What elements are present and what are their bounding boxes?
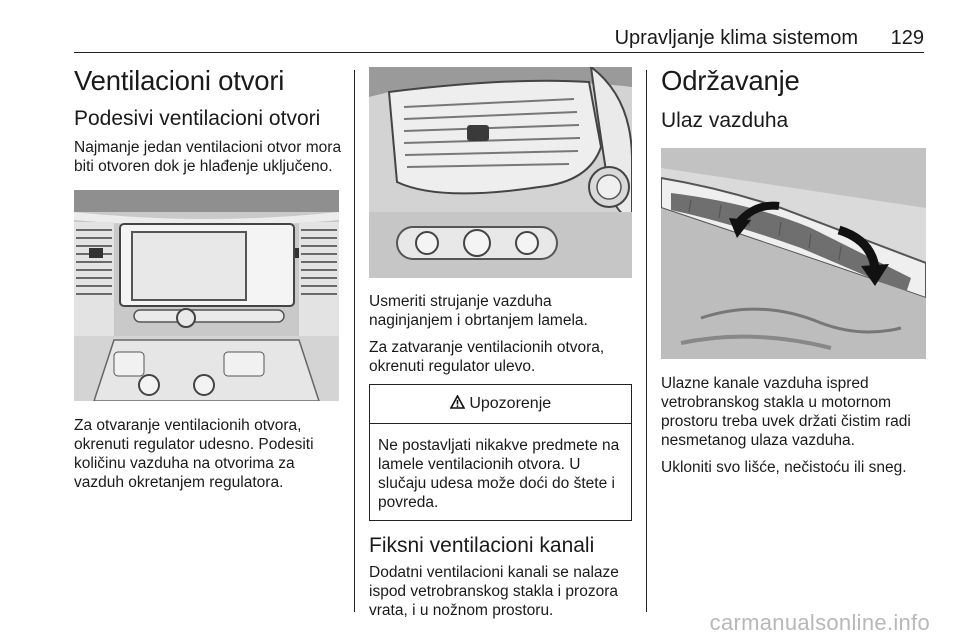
paragraph: Najmanje jedan ventilacioni otvor mora biti otvoren dok je hlađenje uključeno.	[74, 139, 342, 175]
column-2	[369, 58, 632, 628]
subsection-heading: Podesivi ventilacioni otvori	[74, 107, 321, 130]
warning-header	[370, 385, 631, 424]
paragraph: Ulazne kanale vazduha ispred vetrobranskog stakla u motornom prostoru treba uvek držati čistim radi nesmetanog ulaza vazduha.	[661, 375, 911, 449]
dashboard-vents-illustration	[74, 190, 339, 401]
subsection-heading: Fiksni ventilacioni kanali	[369, 534, 595, 557]
column-divider-right	[646, 70, 647, 612]
paragraph: Za zatvaranje ventilacionih otvora, okrenuti regulator ulevo.	[369, 339, 605, 375]
air-inlet-illustration	[661, 148, 926, 359]
page-header	[0, 0, 960, 52]
column-1	[74, 58, 342, 500]
section-heading: Ventilacioni otvori	[74, 65, 285, 96]
warning-box	[369, 384, 632, 521]
section-title: Upravljanje klima sistemom	[614, 27, 858, 49]
paragraph: Usmeriti strujanje vazduha naginjanjem i obrtanjem lamela.	[369, 293, 588, 329]
page-number: 129	[890, 27, 924, 49]
section-heading: Održavanje	[661, 65, 800, 96]
warning-triangle-icon	[450, 395, 469, 412]
header-rule	[74, 52, 924, 53]
subsection-heading: Ulaz vazduha	[661, 109, 789, 132]
warning-text: Ne postavljati nikakve predmete na lamele ventilacionih otvora. U slučaju udesa može doći do štete i povreda.	[378, 437, 620, 511]
column-3	[661, 58, 926, 485]
paragraph: Za otvaranje ventilacionih otvora, okrenuti regulator udesno. Podesiti količinu vazduha na otvorima za vazduh okretanjem regulatora.	[74, 417, 314, 491]
column-divider-left	[354, 70, 355, 612]
paragraph: Ukloniti svo lišće, nečistoću ili sneg.	[661, 459, 907, 476]
side-vent-illustration	[369, 67, 632, 278]
warning-title: Upozorenje	[469, 395, 552, 412]
paragraph: Dodatni ventilacioni kanali se nalaze ispod vetrobranskog stakla i prozora vrata, i u nožnom prostoru.	[369, 564, 619, 619]
watermark: carmanualsonline.info	[709, 610, 930, 635]
